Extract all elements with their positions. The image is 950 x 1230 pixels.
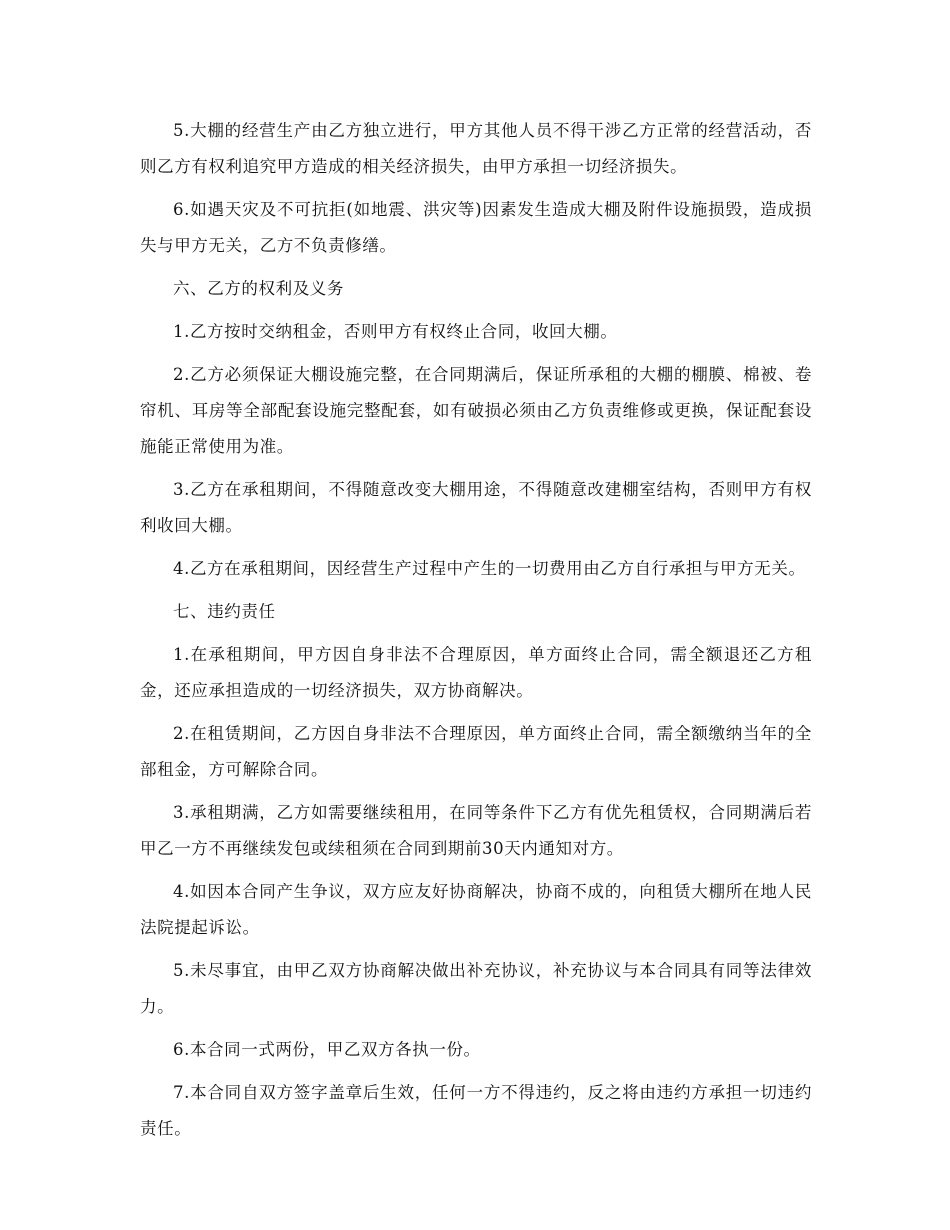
breach-clause-7: 7.本合同自双方签字盖章后生效，任何一方不得违约，反之将由违约方承担一切违约责任。 [140, 1083, 812, 1138]
breach-clause-4: 4.如因本合同产生争议，双方应友好协商解决，协商不成的，向租赁大棚所在地人民法院提起诉讼。 [140, 882, 812, 937]
tenant-clause-3: 3.乙方在承租期间，不得随意改变大棚用途，不得随意改建棚室结构，否则甲方有权利收回大棚。 [140, 480, 812, 535]
section-heading-tenant-rights: 六、乙方的权利及义务 [173, 279, 344, 298]
clause-5-operation: 5.大棚的经营生产由乙方独立进行，甲方其他人员不得干涉乙方正常的经营活动，否则乙方有权利追究甲方造成的相关经济损失，由甲方承担一切经济损失。 [140, 121, 812, 176]
breach-clause-1: 1.在承租期间，甲方因自身非法不合理原因，单方面终止合同，需全额退还乙方租金，还应承担造成的一切经济损失，双方协商解决。 [140, 645, 812, 700]
clause-6-force-majeure: 6.如遇天灾及不可抗拒(如地震、洪灾等)因素发生造成大棚及附件设施损毁，造成损失与甲方无关，乙方不负责修缮。 [140, 200, 812, 255]
tenant-clause-1: 1.乙方按时交纳租金，否则甲方有权终止合同，收回大棚。 [173, 322, 618, 341]
section-heading-breach-liability: 七、违约责任 [173, 602, 276, 621]
breach-clause-3: 3.承租期满，乙方如需要继续租用，在同等条件下乙方有优先租赁权，合同期满后若甲乙一方不再继续发包或续租须在合同到期前30天内通知对方。 [140, 803, 812, 858]
breach-clause-2: 2.在租赁期间，乙方因自身非法不合理原因，单方面终止合同，需全额缴纳当年的全部租金，方可解除合同。 [140, 724, 812, 779]
breach-clause-5: 5.未尽事宜，由甲乙双方协商解决做出补充协议，补充协议与本合同具有同等法律效力。 [140, 961, 812, 1016]
document-body [140, 113, 812, 1154]
breach-clause-6: 6.本合同一式两份，甲乙双方各执一份。 [173, 1040, 481, 1059]
tenant-clause-4: 4.乙方在承租期间，因经营生产过程中产生的一切费用由乙方自行承担与甲方无关。 [173, 559, 806, 578]
tenant-clause-2: 2.乙方必须保证大棚设施完整，在合同期满后，保证所承租的大棚的棚膜、棉被、卷帘机、耳房等全部配套设施完整配套，如有破损必须由乙方负责维修或更换，保证配套设施能正常使用为准。 [140, 365, 812, 456]
